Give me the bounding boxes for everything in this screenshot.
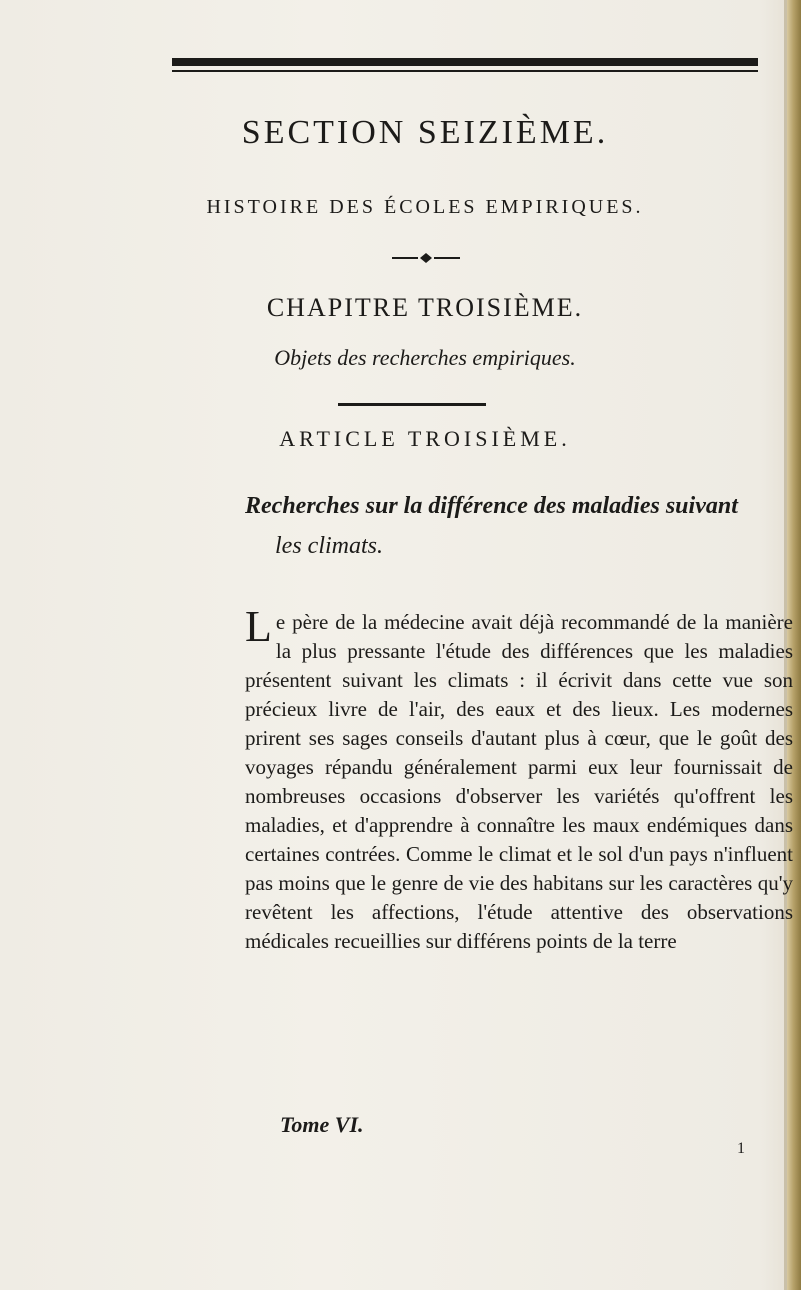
section-title: SECTION SEIZIÈME.	[241, 114, 609, 151]
ornament-icon	[390, 250, 462, 266]
article-title: ARTICLE TROISIÈME.	[279, 426, 571, 451]
chapter-title: CHAPITRE TROISIÈME.	[266, 293, 584, 322]
body-paragraph: e père de la médecine avait déjà recommandé de la manière la plus pressante l'étude des différences que les maladies présentent suivant les climats : il écrivit dans cette vue son précieux livre de l'air, des eaux et des lieux. Les modernes prirent ses sages conseils d'autant plus à cœur, que le goût des voyages répandu généralement parmi eux leur fournissait de nombreuses occasions d'observer les variétés qu'offrent les maladies, et d'apprendre à connaître les maux endémiques dans certaines contrées. Comme le climat et le sol d'un pays n'influent pas moins que le genre de vie des habitans sur les caractères qu'y revêtent les affections, l'étude attentive des observations médicales recueillies sur différens points de la terre	[245, 610, 793, 953]
article-subtitle	[245, 486, 801, 566]
footer-signature: 1	[737, 1140, 745, 1157]
chapter-subtitle: Objets des recherches empiriques.	[274, 345, 576, 370]
top-rule-thick	[172, 58, 758, 66]
drop-cap: L	[245, 602, 272, 651]
section-subtitle: HISTOIRE DES ÉCOLES EMPIRIQUES.	[206, 196, 644, 218]
article-subtitle-line1: Recherches sur la différence des maladies suivant	[245, 493, 738, 519]
divider-rule	[338, 403, 486, 406]
top-rule-thin	[172, 70, 758, 72]
footer-tome: Tome VI.	[280, 1112, 364, 1137]
article-subtitle-line2: les climats.	[275, 533, 383, 559]
body-text	[245, 602, 793, 956]
